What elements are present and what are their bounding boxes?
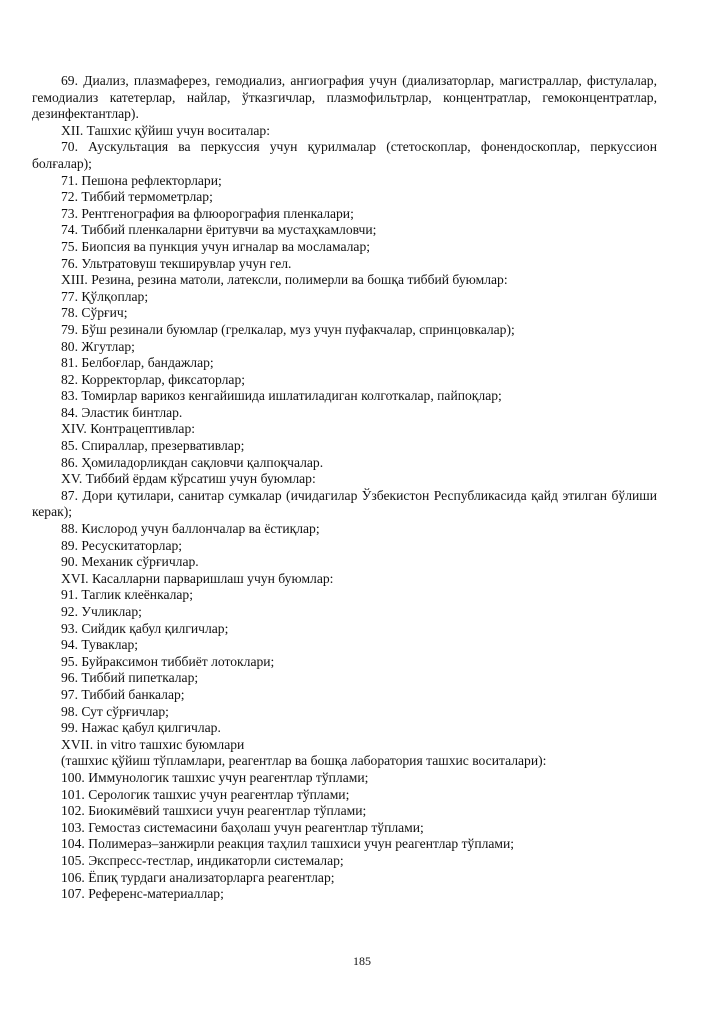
document-body: [32, 73, 657, 903]
section-subheading: (ташхис қўйиш тўпламлари, реагентлар ва бошқа лаборатория ташхис воситалари):: [61, 753, 547, 769]
list-item: 73. Рентгенография ва флюорография пленкалари;: [61, 205, 354, 221]
list-item: 95. Буйраксимон тиббиёт лотоклари;: [61, 653, 275, 669]
page-number: 185: [353, 954, 371, 968]
section-heading: XIII. Резина, резина матоли, латексли, полимерли ва бошқа тиббий буюмлар:: [61, 272, 508, 288]
section-heading: XVI. Касалларни парваришлаш учун буюмлар:: [61, 570, 334, 586]
list-item: 91. Таглик клеёнкалар;: [61, 587, 194, 603]
list-item: 79. Бўш резинали буюмлар (грелкалар, муз учун пуфакчалар, спринцовкалар);: [61, 321, 515, 337]
list-item: 92. Учликлар;: [61, 604, 142, 619]
list-item: 72. Тиббий термометрлар;: [61, 189, 213, 205]
list-item: 69. Диализ, плазмаферез, гемодиализ, ангиография учун (диализаторлар, магистраллар, фистулалар, гемодиализ катетерлар, найлар, ўтказгичлар, плазмофильтрлар, концентратлар, гемоконцентратлар, дезинфектантлар).: [32, 73, 657, 122]
list-item: 84. Эластик бинтлар.: [61, 404, 183, 420]
list-item: 83. Томирлар варикоз кенгайишида ишлатиладиган колготкалар, пайпоқлар;: [61, 388, 502, 404]
list-item: 82. Корректорлар, фиксаторлар;: [61, 371, 246, 387]
list-item: 100. Иммунологик ташхис учун реагентлар тўплами;: [61, 769, 369, 785]
list-item: 88. Кислород учун баллончалар ва ёстиқлар;: [61, 521, 320, 537]
list-item: 76. Ультратовуш текширувлар учун гел.: [61, 255, 292, 271]
list-item: 98. Сут сўрғичлар;: [61, 703, 169, 719]
list-item: 75. Биопсия ва пункция учун игналар ва мосламалар;: [61, 238, 371, 254]
list-item: 74. Тиббий пленкаларни ёритувчи ва мустаҳкамловчи;: [61, 222, 377, 238]
list-item: 97. Тиббий банкалар;: [61, 686, 185, 702]
list-item: 86. Ҳомиладорликдан сақловчи қалпоқчалар.: [61, 454, 324, 470]
list-item: 90. Механик сўрғичлар.: [61, 554, 199, 570]
list-item: 101. Серологик ташхис учун реагентлар тўплами;: [61, 786, 350, 802]
list-item: 78. Сўрғич;: [61, 305, 128, 321]
list-item: 104. Полимераз–занжирли реакция таҳлил ташхиси учун реагентлар тўплами;: [61, 836, 515, 852]
list-item: 93. Сийдик қабул қилгичлар;: [61, 620, 229, 636]
section-heading: XIV. Контрацептивлар:: [61, 421, 196, 437]
list-item: 107. Референс-материаллар;: [61, 886, 224, 902]
list-item: 77. Қўлқоплар;: [61, 288, 149, 304]
list-item: 89. Ресускитаторлар;: [61, 537, 183, 553]
list-item: 80. Жгутлар;: [61, 338, 135, 354]
list-item: 99. Нажас қабул қилгичлар.: [61, 720, 221, 736]
section-heading: XVII. in vitro ташхис буюмлари: [61, 736, 245, 752]
section-heading: XII. Ташхис қўйиш учун воситалар:: [61, 122, 270, 138]
list-item: 85. Спираллар, презервативлар;: [61, 438, 245, 454]
list-item: 87. Дори қутилари, санитар сумкалар (ичидагилар Ўзбекистон Республикасида қайд этилган бўлиши керак);: [32, 487, 657, 520]
section-heading: XV. Тиббий ёрдам кўрсатиш учун буюмлар:: [61, 471, 316, 487]
list-item: 106. Ёпиқ турдаги анализаторларга реагентлар;: [61, 869, 335, 885]
list-item: 71. Пешона рефлекторлари;: [61, 172, 222, 188]
list-item: 103. Гемостаз системасини баҳолаш учун реагентлар тўплами;: [61, 819, 424, 835]
list-item: 105. Экспресс-тестлар, индикаторли системалар;: [61, 852, 344, 868]
list-item: 81. Белбоғлар, бандажлар;: [61, 355, 214, 371]
list-item: 94. Туваклар;: [61, 637, 139, 653]
list-item: 70. Аускультация ва перкуссия учун қурилмалар (стетоскоплар, фонендоскоплар, перкуссион болғалар);: [32, 139, 657, 171]
list-item: 96. Тиббий пипеткалар;: [61, 670, 199, 686]
list-item: 102. Биокимёвий ташхиси учун реагентлар тўплами;: [61, 803, 367, 819]
